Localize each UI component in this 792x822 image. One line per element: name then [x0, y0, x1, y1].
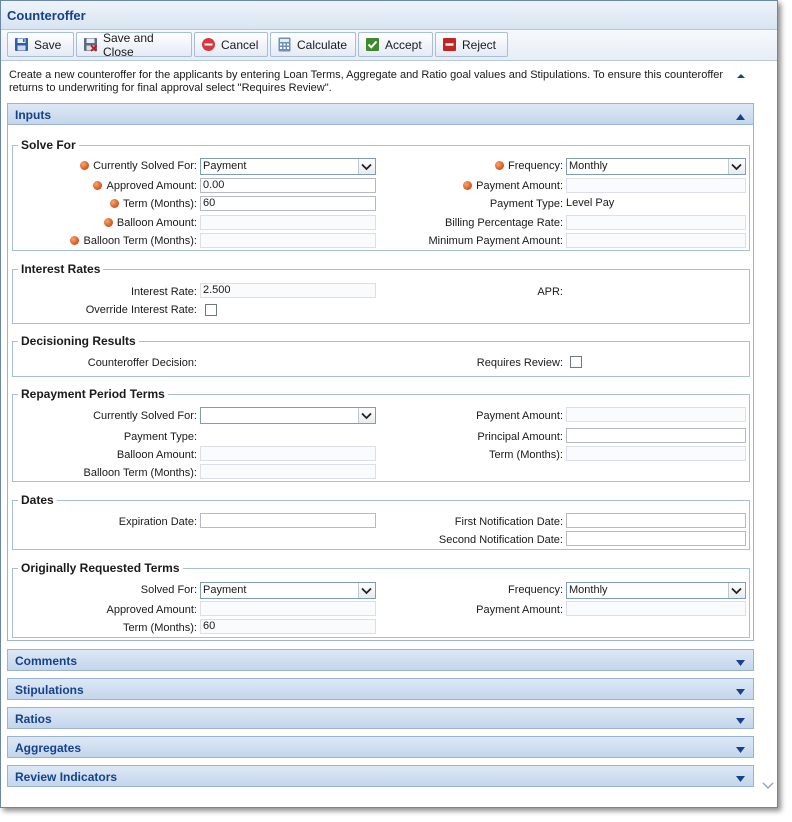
override-interest-rate-label: Override Interest Rate:: [85, 304, 197, 316]
repayment-balloon-term-input[interactable]: [200, 464, 376, 479]
orig-payment-amount-input[interactable]: [566, 601, 746, 616]
chevron-up-icon[interactable]: [736, 71, 746, 79]
repayment-payment-amount-label: Payment Amount:: [476, 410, 563, 422]
chevron-down-icon: [358, 408, 375, 423]
chevron-down-icon: [358, 583, 375, 598]
term-months-label: Term (Months):: [48, 198, 197, 210]
solve-for-title: Solve For: [18, 138, 79, 152]
override-interest-rate-checkbox[interactable]: [205, 304, 217, 316]
requires-review-checkbox[interactable]: [570, 356, 582, 368]
currently-solved-for-label: Currently Solved For:: [48, 160, 197, 172]
principal-amount-input[interactable]: [566, 428, 746, 443]
inputs-panel-body: [7, 125, 754, 641]
aggregates-panel-title: Aggregates: [15, 741, 82, 755]
chevron-down-icon: [728, 583, 745, 598]
orig-approved-amount-input[interactable]: [200, 601, 376, 616]
comments-panel-header[interactable]: [7, 649, 754, 671]
calculate-button[interactable]: [270, 32, 356, 57]
required-indicator-icon: [93, 181, 102, 190]
save-button-label: Save: [34, 37, 62, 52]
save-and-close-button[interactable]: [76, 32, 192, 57]
billing-percentage-rate-input[interactable]: [566, 215, 746, 230]
ratios-panel-header[interactable]: [7, 707, 754, 729]
expiration-date-input[interactable]: [200, 513, 376, 528]
payment-type-label: Payment Type:: [489, 198, 563, 210]
orig-solved-for-label: Solved For:: [140, 584, 197, 596]
save-and-close-label: Save and Close: [103, 30, 154, 59]
calculate-button-label: Calculate: [297, 37, 348, 52]
decisioning-results-title: Decisioning Results: [18, 334, 139, 348]
second-notification-date-label: Second Notification Date:: [438, 534, 563, 546]
minimum-payment-amount-label: Minimum Payment Amount:: [428, 235, 563, 247]
chevron-down-icon: [358, 159, 375, 174]
accept-icon: [365, 37, 380, 52]
chevron-down-icon: [736, 744, 745, 750]
first-notification-date-input[interactable]: [566, 513, 746, 528]
repayment-period-terms-title: Repayment Period Terms: [18, 387, 168, 401]
intro-text: Create a new counteroffer for the applicants by entering Loan Terms, Aggregate and Ratio goal values and Stipulations. To ensure this counteroffer returns to underwriting for final approval select "Requires Review".: [9, 69, 724, 94]
orig-frequency-select[interactable]: Monthly: [566, 582, 746, 599]
chevron-down-icon: [736, 773, 745, 779]
repayment-payment-type-label: Payment Type:: [123, 431, 197, 443]
chevron-down-icon: [736, 715, 745, 721]
orig-term-months-input[interactable]: 60: [200, 619, 376, 634]
ratios-panel-title: Ratios: [15, 712, 52, 726]
second-notification-date-input[interactable]: [566, 531, 746, 546]
reject-button-label: Reject: [462, 37, 497, 52]
accept-button-label: Accept: [385, 37, 422, 52]
repayment-currently-solved-for-select[interactable]: [200, 407, 376, 424]
principal-amount-label: Principal Amount:: [477, 431, 563, 443]
stipulations-panel-title: Stipulations: [15, 683, 84, 697]
repayment-term-months-label: Term (Months):: [489, 449, 563, 461]
calculator-icon: [277, 37, 292, 52]
payment-amount-label: Payment Amount:: [388, 180, 563, 192]
orig-payment-amount-label: Payment Amount:: [476, 604, 563, 616]
required-indicator-icon: [463, 181, 472, 190]
balloon-term-input[interactable]: [200, 233, 376, 248]
inputs-panel-header[interactable]: [7, 103, 754, 125]
balloon-term-label: Balloon Term (Months):: [48, 235, 197, 247]
dates-title: Dates: [18, 493, 57, 507]
currently-solved-for-select[interactable]: Payment: [200, 158, 376, 175]
required-indicator-icon: [495, 161, 504, 170]
chevron-up-icon: [736, 111, 745, 117]
interest-rates-title: Interest Rates: [18, 262, 103, 276]
requires-review-label: Requires Review:: [476, 357, 563, 369]
repayment-balloon-amount-input[interactable]: [200, 446, 376, 461]
billing-percentage-rate-label: Billing Percentage Rate:: [444, 217, 563, 229]
save-close-icon: [83, 37, 98, 52]
aggregates-panel-header[interactable]: [7, 736, 754, 758]
required-indicator-icon: [104, 218, 113, 227]
approved-amount-label: Approved Amount:: [48, 180, 197, 192]
expiration-date-label: Expiration Date:: [118, 516, 197, 528]
required-indicator-icon: [80, 161, 89, 170]
frequency-select[interactable]: Monthly: [566, 158, 746, 175]
repayment-term-months-input[interactable]: [566, 446, 746, 461]
reject-button[interactable]: [435, 32, 508, 57]
required-indicator-icon: [70, 236, 79, 245]
window-title: Counteroffer: [7, 8, 86, 23]
save-icon: [14, 37, 29, 52]
chevron-down-icon[interactable]: [762, 781, 774, 791]
payment-type-value: Level Pay: [566, 197, 615, 209]
first-notification-date-label: First Notification Date:: [454, 516, 563, 528]
repayment-currently-solved-for-label: Currently Solved For:: [93, 410, 197, 422]
title-bar: [1, 1, 777, 30]
toolbar: [1, 30, 777, 61]
inputs-panel-title: Inputs: [15, 108, 51, 122]
orig-approved-amount-label: Approved Amount:: [106, 604, 197, 616]
reject-icon: [442, 37, 457, 52]
chevron-down-icon: [728, 159, 745, 174]
review-indicators-panel-header[interactable]: [7, 765, 754, 787]
counteroffer-decision-label: Counteroffer Decision:: [87, 357, 197, 369]
required-indicator-icon: [110, 199, 119, 208]
originally-requested-terms-title: Originally Requested Terms: [18, 561, 183, 575]
accept-button[interactable]: [358, 32, 433, 57]
payment-amount-input[interactable]: [566, 178, 746, 193]
balloon-amount-label: Balloon Amount:: [48, 217, 197, 229]
orig-frequency-label: Frequency:: [507, 584, 563, 596]
repayment-balloon-amount-label: Balloon Amount:: [116, 449, 197, 461]
orig-term-months-label: Term (Months):: [123, 622, 197, 634]
interest-rate-input[interactable]: 2.500: [200, 283, 376, 298]
term-months-input[interactable]: 60: [200, 196, 376, 211]
apr-label: APR:: [537, 286, 563, 298]
chevron-down-icon: [736, 657, 745, 663]
save-button[interactable]: [7, 32, 74, 57]
balloon-amount-input[interactable]: [200, 215, 376, 230]
comments-panel-title: Comments: [15, 654, 78, 668]
orig-solved-for-select[interactable]: Payment: [200, 582, 376, 599]
repayment-payment-amount-input[interactable]: [566, 407, 746, 422]
minimum-payment-amount-input[interactable]: [566, 233, 746, 248]
stipulations-panel-header[interactable]: [7, 678, 754, 700]
approved-amount-input[interactable]: 0.00: [200, 178, 376, 193]
repayment-balloon-term-label: Balloon Term (Months):: [83, 467, 197, 479]
cancel-icon: [201, 37, 216, 52]
frequency-label: Frequency:: [388, 160, 563, 172]
cancel-button-label: Cancel: [221, 37, 259, 52]
cancel-button[interactable]: [194, 32, 268, 57]
interest-rate-label: Interest Rate:: [130, 286, 197, 298]
chevron-down-icon: [736, 686, 745, 692]
review-indicators-panel-title: Review Indicators: [15, 770, 118, 784]
